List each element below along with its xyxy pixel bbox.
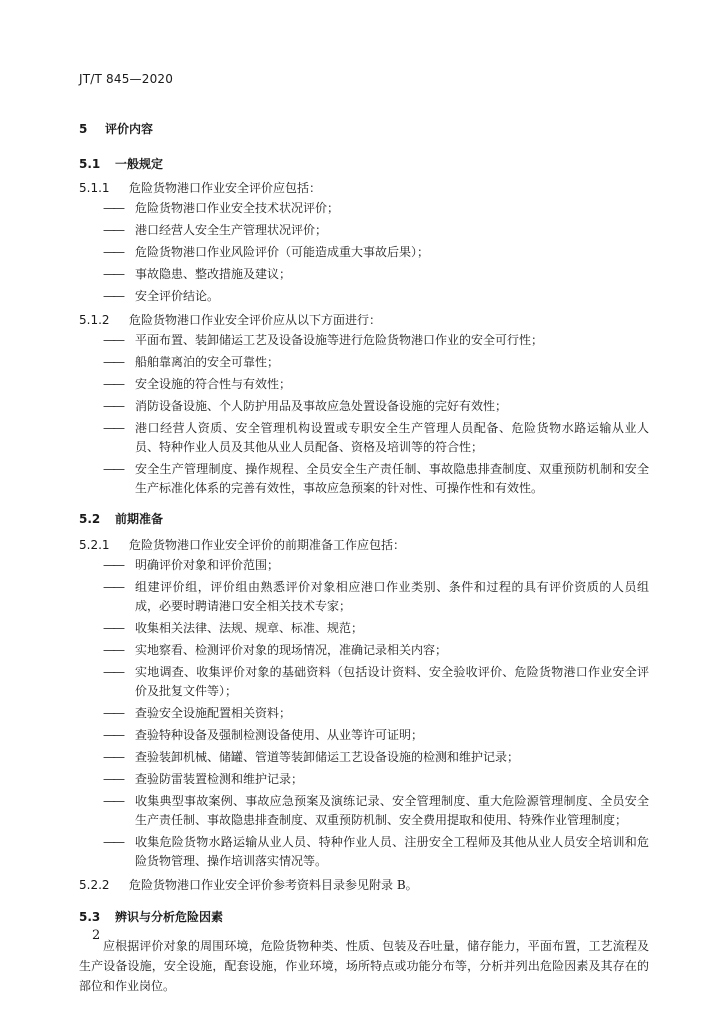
- clause-number: 5.1.2: [79, 313, 110, 327]
- list-dash: ——: [103, 462, 123, 476]
- list-item: [79, 770, 649, 789]
- list-item: [79, 556, 649, 575]
- list-dash: ——: [103, 267, 123, 281]
- list-item-text: 港口经营人资质、安全管理机构设置或专职安全生产管理人员配备、危险货物水路运输从业人员、特种作业人员及其他从业人员配备、资格及培训等的符合性；: [135, 421, 649, 454]
- list-item: [79, 353, 649, 372]
- clause-5-1-1: [79, 177, 649, 199]
- list-item-text: 收集典型事故案例、事故应急预案及演练记录、安全管理制度、重大危险源管理制度、全员安全生产责任制、事故隐患排查制度、双重预防机制、安全费用提取和使用、特殊作业管理制度；: [135, 794, 649, 827]
- list-item: [79, 199, 649, 218]
- list-item-text: 组建评价组，评价组由熟悉评价对象相应港口作业类别、条件和过程的具有评价资质的人员组成，必要时聘请港口安全相关技术专家；: [135, 580, 649, 613]
- list-dash: ——: [103, 835, 123, 849]
- list-dash: ——: [103, 201, 123, 215]
- clause-text: 危险货物港口作业安全评价参考资料目录参见附录 B。: [129, 878, 418, 892]
- clause-5-2-2: [79, 874, 649, 896]
- list-item-text: 安全评价结论。: [135, 289, 220, 303]
- list-item-text: 安全设施的符合性与有效性；: [135, 377, 292, 391]
- list-item-text: 查验特种设备及强制检测设备使用、从业等许可证明；: [135, 728, 424, 742]
- section-number: 5.1: [79, 157, 101, 171]
- list-dash: ——: [103, 621, 123, 635]
- section-title: 评价内容: [105, 122, 154, 136]
- list-item: [79, 265, 649, 284]
- section-5-heading: [79, 118, 649, 140]
- clause-text: 危险货物港口作业安全评价的前期准备工作应包括：: [129, 538, 406, 552]
- list-dash: ——: [103, 223, 123, 237]
- list-dash: ——: [103, 665, 123, 679]
- section-5-3-heading: [79, 906, 649, 928]
- section-number: 5.3: [79, 910, 101, 924]
- list-item-text: 明确评价对象和评价范围；: [135, 558, 280, 572]
- document-code-header: JT/T 845—2020: [79, 72, 174, 86]
- list-item-text: 安全生产管理制度、操作规程、全员安全生产责任制、事故隐患排查制度、双重预防机制和安全生产标准化体系的完善有效性，事故应急预案的针对性、可操作性和有效性。: [135, 462, 649, 495]
- list-item: [79, 704, 649, 723]
- list-dash: ——: [103, 377, 123, 391]
- list-item: [79, 460, 649, 498]
- section-5-2-heading: [79, 508, 649, 530]
- list-item: [79, 419, 649, 457]
- list-item-text: 查验防雷装置检测和维护记录；: [135, 772, 304, 786]
- list-dash: ——: [103, 794, 123, 808]
- clause-text: 危险货物港口作业安全评价应包括：: [129, 181, 322, 195]
- list-dash: ——: [103, 355, 123, 369]
- section-title: 前期准备: [115, 512, 164, 526]
- list-item: [79, 748, 649, 767]
- list-dash: ——: [103, 643, 123, 657]
- list-dash: ——: [103, 728, 123, 742]
- list-item: [79, 641, 649, 660]
- list-item: [79, 792, 649, 830]
- clause-number: 5.2.1: [79, 538, 110, 552]
- section-number: 5.2: [79, 512, 101, 526]
- section-number: 5: [79, 122, 88, 136]
- list-item-text: 收集危险货物水路运输从业人员、特种作业人员、注册安全工程师及其他从业人员安全培训和危险货物管理、操作培训落实情况等。: [135, 835, 649, 868]
- list-item-text: 事故隐患、整改措施及建议；: [135, 267, 292, 281]
- list-5-1-2: [79, 331, 649, 498]
- section-5-1-heading: [79, 153, 649, 175]
- list-item: [79, 331, 649, 350]
- list-item-text: 港口经营人安全生产管理状况评价；: [135, 223, 328, 237]
- list-5-2-1: [79, 556, 649, 871]
- list-dash: ——: [103, 421, 123, 435]
- list-dash: ——: [103, 245, 123, 259]
- list-item-text: 收集相关法律、法规、规章、标准、规范；: [135, 621, 364, 635]
- section-title: 一般规定: [115, 157, 164, 171]
- list-item: [79, 397, 649, 416]
- list-item: [79, 833, 649, 871]
- list-item: [79, 726, 649, 745]
- clause-number: 5.1.1: [79, 181, 110, 195]
- list-item-text: 实地察看、检测评价对象的现场情况，准确记录相关内容；: [135, 643, 448, 657]
- list-item-text: 实地调查、收集评价对象的基础资料（包括设计资料、安全验收评价、危险货物港口作业安全评价及批复文件等）；: [135, 665, 649, 698]
- list-item: [79, 221, 649, 240]
- list-dash: ——: [103, 558, 123, 572]
- list-item-text: 船舶靠离泊的安全可靠性；: [135, 355, 280, 369]
- list-item-text: 查验装卸机械、储罐、管道等装卸储运工艺设备设施的检测和维护记录；: [135, 750, 520, 764]
- list-item-text: 危险货物港口作业安全技术状况评价；: [135, 201, 340, 215]
- section-title: 辨识与分析危险因素: [115, 910, 224, 924]
- clause-number: 5.2.2: [79, 878, 110, 892]
- list-item-text: 平面布置、装卸储运工艺及设备设施等进行危险货物港口作业的安全可行性；: [135, 333, 544, 347]
- list-item-text: 查验安全设施配置相关资料；: [135, 706, 292, 720]
- list-item-text: 危险货物港口作业风险评价（可能造成重大事故后果）；: [135, 245, 430, 259]
- clause-5-2-1: [79, 534, 649, 556]
- list-dash: ——: [103, 333, 123, 347]
- list-item: [79, 243, 649, 262]
- list-dash: ——: [103, 706, 123, 720]
- list-item: [79, 375, 649, 394]
- list-dash: ——: [103, 289, 123, 303]
- page-number: 2: [92, 928, 101, 943]
- list-dash: ——: [103, 399, 123, 413]
- list-dash: ——: [103, 772, 123, 786]
- list-item-text: 消防设备设施、个人防护用品及事故应急处置设备设施的完好有效性；: [135, 399, 508, 413]
- clause-text: 危险货物港口作业安全评价应从以下方面进行：: [129, 313, 382, 327]
- list-dash: ——: [103, 580, 123, 594]
- list-item: [79, 663, 649, 701]
- clause-5-1-2: [79, 309, 649, 331]
- list-dash: ——: [103, 750, 123, 764]
- list-5-1-1: [79, 199, 649, 306]
- list-item: [79, 619, 649, 638]
- section-5-3-paragraph: 应根据评价对象的周围环境，危险货物种类、性质、包装及吞吐量，储存能力，平面布置，工艺流程及生产设备设施，安全设施，配套设施，作业环境，场所特点或功能分布等，分析并列出危险因素及其存在的部位和作业岗位。: [79, 939, 649, 993]
- list-item: [79, 578, 649, 616]
- list-item: [79, 287, 649, 306]
- page-content: [79, 118, 649, 996]
